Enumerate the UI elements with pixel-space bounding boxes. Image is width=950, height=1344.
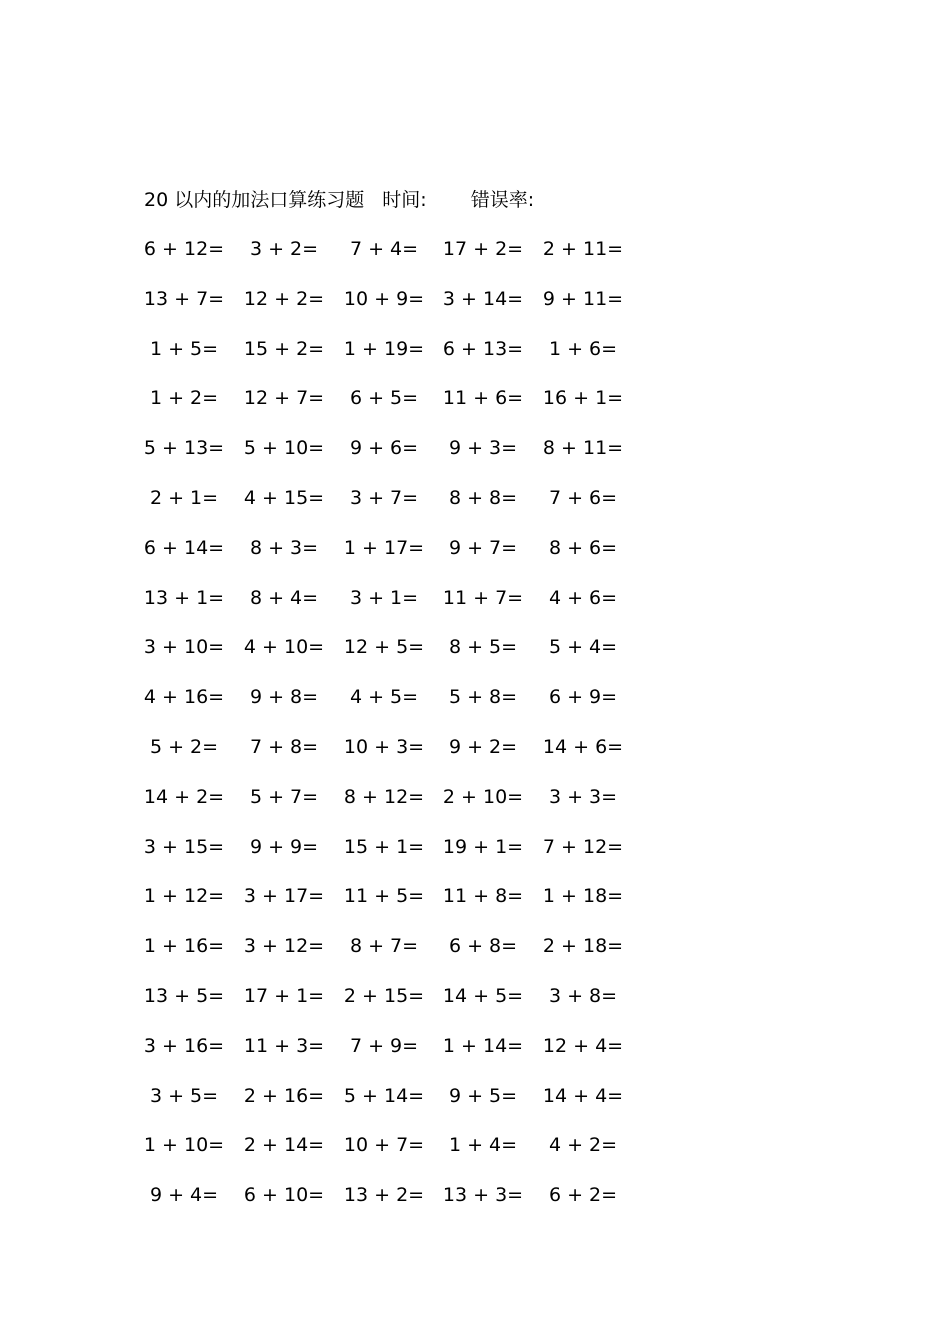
addition-problem: 1 + 14= <box>442 1034 524 1057</box>
addition-problem: 8 + 11= <box>542 437 624 460</box>
addition-problem: 10 + 3= <box>343 735 425 758</box>
addition-problem: 19 + 1= <box>442 835 524 858</box>
problem-row <box>146 332 646 382</box>
addition-problem: 15 + 1= <box>343 835 425 858</box>
addition-problem: 1 + 16= <box>143 935 225 958</box>
addition-problem: 5 + 13= <box>143 437 225 460</box>
addition-problem: 3 + 17= <box>243 885 325 908</box>
addition-problem: 3 + 3= <box>548 785 618 808</box>
addition-problem: 3 + 2= <box>249 238 319 260</box>
addition-problem: 2 + 1= <box>149 486 219 509</box>
problem-row <box>143 431 646 481</box>
addition-problem: 6 + 2= <box>548 1184 618 1207</box>
addition-problem: 10 + 7= <box>343 1134 425 1157</box>
addition-problem: 11 + 8= <box>442 885 524 908</box>
addition-problem: 6 + 14= <box>143 536 225 559</box>
problem-row <box>143 232 646 282</box>
addition-problem: 3 + 8= <box>548 984 618 1007</box>
problem-row <box>146 381 646 431</box>
addition-problem: 14 + 2= <box>143 785 225 808</box>
addition-problem: 1 + 6= <box>548 337 618 360</box>
addition-problem: 3 + 10= <box>143 636 225 659</box>
addition-problem: 12 + 2= <box>243 287 325 310</box>
addition-problem: 2 + 11= <box>542 238 624 260</box>
addition-problem: 17 + 2= <box>442 238 524 260</box>
addition-problem: 6 + 5= <box>349 387 419 410</box>
addition-problem: 7 + 8= <box>249 735 319 758</box>
addition-problem: 12 + 5= <box>343 636 425 659</box>
addition-problem: 8 + 8= <box>448 486 518 509</box>
problem-row <box>143 581 646 631</box>
addition-problem: 9 + 5= <box>448 1084 518 1107</box>
addition-problem: 3 + 14= <box>442 287 524 310</box>
addition-problem: 2 + 16= <box>243 1084 325 1107</box>
addition-problem: 3 + 7= <box>349 486 419 509</box>
addition-problem: 14 + 4= <box>542 1084 624 1107</box>
addition-problem: 1 + 5= <box>149 337 219 360</box>
addition-problem: 8 + 5= <box>448 636 518 659</box>
addition-problem: 9 + 4= <box>149 1184 219 1207</box>
addition-problem: 7 + 4= <box>349 238 419 260</box>
addition-problem: 11 + 7= <box>442 586 524 609</box>
addition-problem: 9 + 3= <box>448 437 518 460</box>
addition-problem: 5 + 4= <box>548 636 618 659</box>
addition-problem: 14 + 5= <box>442 984 524 1007</box>
problem-row <box>146 481 646 531</box>
addition-problem: 14 + 6= <box>542 735 624 758</box>
addition-problem: 4 + 15= <box>243 486 325 509</box>
problem-row <box>143 282 646 332</box>
addition-problem: 13 + 2= <box>343 1184 425 1207</box>
addition-problem: 4 + 2= <box>548 1134 618 1157</box>
problem-row <box>143 929 646 979</box>
addition-problem: 1 + 2= <box>149 387 219 410</box>
addition-problem: 1 + 18= <box>542 885 624 908</box>
addition-problem: 10 + 9= <box>343 287 425 310</box>
addition-problem: 3 + 1= <box>349 586 419 609</box>
addition-problem: 6 + 8= <box>448 935 518 958</box>
addition-problem: 12 + 4= <box>542 1034 624 1057</box>
addition-problem: 9 + 9= <box>249 835 319 858</box>
addition-problem: 16 + 1= <box>542 387 624 410</box>
addition-problem: 7 + 9= <box>349 1034 419 1057</box>
addition-problem: 4 + 10= <box>243 636 325 659</box>
addition-problem: 3 + 12= <box>243 935 325 958</box>
addition-problem: 1 + 17= <box>343 536 425 559</box>
problem-row <box>146 730 646 780</box>
problem-row <box>143 979 646 1029</box>
addition-problem: 4 + 6= <box>548 586 618 609</box>
addition-problem: 9 + 2= <box>448 735 518 758</box>
error-rate-label: 错误率: <box>470 189 535 211</box>
addition-problem: 8 + 12= <box>343 785 425 808</box>
addition-problem: 13 + 7= <box>143 287 225 310</box>
addition-problem: 6 + 13= <box>442 337 524 360</box>
problem-row <box>146 1079 646 1129</box>
addition-problem: 13 + 5= <box>143 984 225 1007</box>
addition-problem: 15 + 2= <box>243 337 325 360</box>
addition-problem: 11 + 6= <box>442 387 524 410</box>
time-label: 时间: <box>382 189 427 211</box>
addition-problem: 4 + 5= <box>349 686 419 709</box>
addition-problem: 9 + 8= <box>249 686 319 709</box>
problem-row <box>143 1128 646 1178</box>
addition-problem: 7 + 12= <box>542 835 624 858</box>
addition-problem: 1 + 19= <box>343 337 425 360</box>
addition-problem: 8 + 7= <box>349 935 419 958</box>
problem-row <box>143 630 646 680</box>
addition-problem: 13 + 1= <box>143 586 225 609</box>
addition-problem: 8 + 3= <box>249 536 319 559</box>
addition-problem: 5 + 2= <box>149 735 219 758</box>
addition-problem: 7 + 6= <box>548 486 618 509</box>
addition-problem: 9 + 6= <box>349 437 419 460</box>
addition-problem: 9 + 7= <box>448 536 518 559</box>
addition-problem: 17 + 1= <box>243 984 325 1007</box>
addition-problem: 2 + 15= <box>343 984 425 1007</box>
addition-problem: 11 + 3= <box>243 1034 325 1057</box>
problem-row <box>143 780 646 830</box>
problem-row <box>143 830 646 880</box>
addition-problem: 2 + 14= <box>243 1134 325 1157</box>
worksheet-header <box>144 186 534 214</box>
problem-row <box>143 531 646 581</box>
addition-problem: 1 + 12= <box>143 885 225 908</box>
addition-problem: 8 + 4= <box>249 586 319 609</box>
addition-problem: 4 + 16= <box>143 686 225 709</box>
addition-problem: 5 + 14= <box>343 1084 425 1107</box>
problem-row <box>143 1029 646 1079</box>
addition-problem: 9 + 11= <box>542 287 624 310</box>
addition-problem: 6 + 9= <box>548 686 618 709</box>
addition-problem: 6 + 12= <box>143 238 225 260</box>
addition-problem: 11 + 5= <box>343 885 425 908</box>
addition-problem: 3 + 15= <box>143 835 225 858</box>
addition-problem: 2 + 10= <box>442 785 524 808</box>
addition-problem: 8 + 6= <box>548 536 618 559</box>
problem-grid <box>143 232 646 1228</box>
addition-problem: 12 + 7= <box>243 387 325 410</box>
addition-problem: 1 + 4= <box>448 1134 518 1157</box>
addition-problem: 5 + 8= <box>448 686 518 709</box>
addition-problem: 3 + 16= <box>143 1034 225 1057</box>
addition-problem: 13 + 3= <box>442 1184 524 1207</box>
problem-row <box>143 879 646 929</box>
worksheet-title: 20 以内的加法口算练习题 <box>144 189 365 211</box>
addition-problem: 5 + 10= <box>243 437 325 460</box>
addition-problem: 2 + 18= <box>542 935 624 958</box>
addition-problem: 5 + 7= <box>249 785 319 808</box>
problem-row <box>146 1178 646 1228</box>
addition-problem: 1 + 10= <box>143 1134 225 1157</box>
problem-row <box>143 680 646 730</box>
addition-problem: 3 + 5= <box>149 1084 219 1107</box>
addition-problem: 6 + 10= <box>243 1184 325 1207</box>
